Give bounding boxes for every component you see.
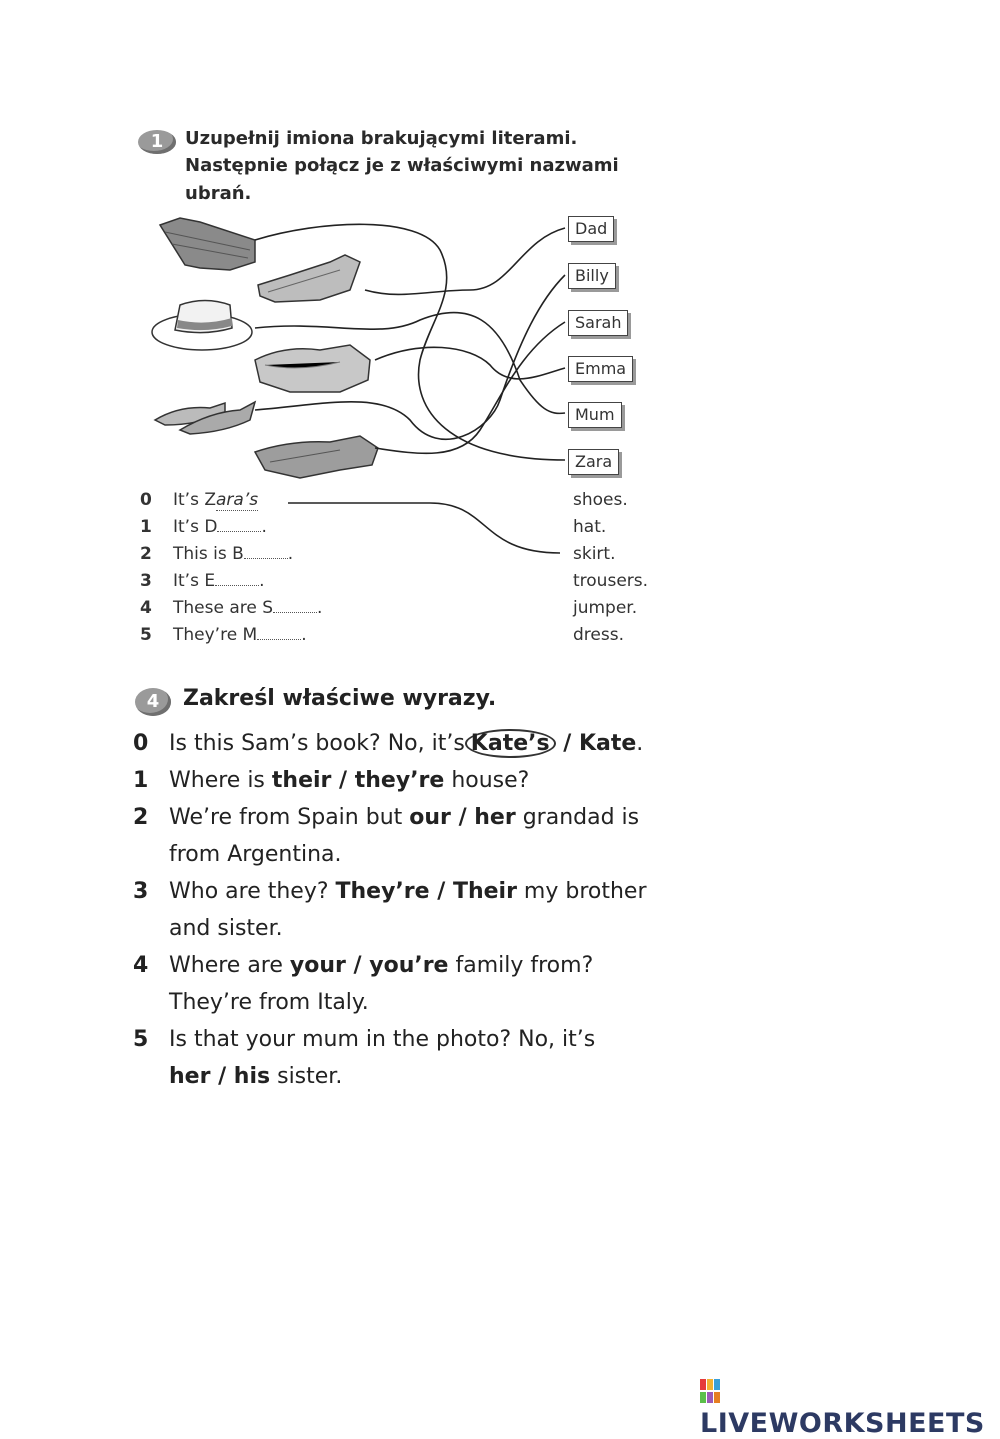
option[interactable]: They’re [335,879,430,904]
example-match-line [280,495,570,565]
logo-mark-icon [700,1379,722,1403]
clothes-word: jumper. [573,598,638,618]
example-answer: ara’s [216,490,259,510]
option-circled[interactable]: Kate’s [465,729,556,758]
exercise-1-instruction-line-1: Uzupełnij imiona brakującymi literami. [185,128,578,149]
row-number: 4 [140,598,152,618]
question-number: 2 [133,805,149,830]
clothes-word: hat. [573,517,607,537]
option[interactable]: their [271,768,332,793]
exercise-4-badge: 4 [135,688,171,716]
row-text: It’s Zara’s [173,490,259,510]
option[interactable]: Their [452,879,517,904]
dress-icon [258,255,360,302]
row-text: It’s D . [173,517,267,537]
question-continuation: from Argentina. [169,842,342,867]
option[interactable]: Kate [578,731,637,756]
option[interactable]: his [233,1064,271,1089]
question-number: 3 [133,879,149,904]
name-box-billy: Billy [568,263,616,289]
question-row: 4 Where are your / you’re family from? They’re from Italy. [133,947,593,1021]
liveworksheets-logo[interactable] [700,1377,1000,1439]
question-row: 1 Where is their / they’re house? [133,762,529,799]
name-box-emma: Emma [568,356,633,382]
answer-blank[interactable] [215,575,259,586]
row-number: 0 [140,490,152,510]
row-text: This is B . [173,544,294,564]
question-continuation: They’re from Italy. [169,990,369,1015]
answer-blank[interactable] [217,521,261,532]
matching-lines [255,224,565,460]
name-box-sarah: Sarah [568,310,628,336]
question-number: 0 [133,731,149,756]
answer-blank[interactable] [273,602,317,613]
name-box-dad: Dad [568,216,614,242]
clothes-word: shoes. [573,490,628,510]
row-number: 5 [140,625,152,645]
option[interactable]: her [169,1064,211,1089]
question-row: 3 Who are they? They’re / Their my brother and sister. [133,873,647,947]
hat-icon [152,301,252,351]
option[interactable]: they’re [354,768,445,793]
question-number: 1 [133,768,149,793]
option[interactable]: your [289,953,346,978]
question-row: 2 We’re from Spain but our / her grandad is from Argentina. [133,799,639,873]
skirt-icon [160,218,255,270]
clothes-word: skirt. [573,544,616,564]
trousers-icon [255,436,378,478]
option[interactable]: her [474,805,516,830]
answer-blank[interactable] [257,629,301,640]
exercise-1-instruction-line-3: ubrań. [185,183,252,204]
clothes-word: dress. [573,625,624,645]
option[interactable]: you’re [369,953,449,978]
row-number: 2 [140,544,152,564]
shoes-icon [155,402,255,434]
name-box-zara: Zara [568,449,619,475]
exercise-1-badge: 1 [138,130,176,154]
question-row: 0 Is this Sam’s book? No, it’s Kate’s / Kate. [133,725,643,762]
clothes-word: trousers. [573,571,649,591]
row-number: 1 [140,517,152,537]
question-continuation: and sister. [169,916,283,941]
name-box-mum: Mum [568,402,622,428]
question-number: 5 [133,1027,149,1052]
exercise-4-instruction: Zakreśl właściwe wyrazy. [183,686,497,711]
row-text: It’s E . [173,571,265,591]
row-number: 3 [140,571,152,591]
exercise-1-instruction-line-2: Następnie połącz je z właściwymi nazwami [185,155,619,176]
jumper-icon [255,345,370,392]
question-row: 5 Is that your mum in the photo? No, it’s her / his sister. [133,1021,595,1095]
row-text: They’re M . [173,625,307,645]
option[interactable]: our [409,805,451,830]
question-number: 4 [133,953,149,978]
logo-text: LIVEWORKSHEETS [700,1408,985,1439]
row-text: These are S . [173,598,323,618]
